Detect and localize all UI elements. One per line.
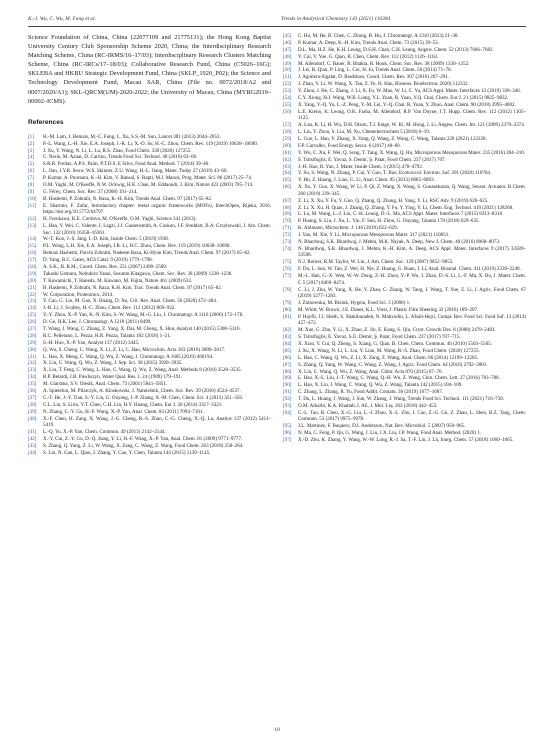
reference-number[interactable]: [87]	[283, 361, 292, 368]
header-rule	[28, 26, 526, 27]
reference-number[interactable]: [60]	[283, 142, 292, 149]
reference-item	[28, 216, 271, 223]
reference-number[interactable]: [56]	[283, 108, 292, 115]
reference-item	[28, 443, 271, 450]
reference-number[interactable]: [79]	[283, 300, 292, 307]
reference-item	[283, 327, 526, 334]
reference-text: D.L. Ma, H.Z. He, K.H. Leung, D.S.H. Chan, C.H. Leung, Angew. Chem. 52 (2013) 7666–7682.	[298, 46, 494, 53]
reference-item	[283, 382, 526, 389]
reference-text: A. S.K., B. R.M., Coord. Chem. Rev. 251 (2007) 2490–2509.	[43, 263, 168, 270]
reference-text: L. Hao, X.-L. Liu, J.-T. Wang, C. Wang, Q.-H. Wu, Z. Wang, Chin. Chem. Lett. 27 (2016) 783–788.	[298, 375, 500, 382]
reference-text: Z. Li, X. Xu, Y. Fu, Y. Guo, Q. Zhang, Q. Zhang, H. Yang, Y. Li, RSC Adv. 9 (2019) 620–625.	[298, 197, 489, 204]
reference-text: Y. Su, S. Wang, N. Zhang, P. Cui, Y. Gao, T. Bao, Ecotoxicol. Environ. Saf. 201 (2020) 110764.	[298, 170, 492, 177]
reference-text: X.-Y. Cui, Z.-Y. Gu, D.-Q. Jiang, Y. Li, H.-F. Wang, X.-P. Yan, Anal. Chem. 81 (2009) 9771–9777.	[43, 435, 243, 442]
reference-text: L. Hao, X. Liu, J. Wang, C. Wang, Q. Wu, Z. Wang, Talanta 142 (2015) 104–109.	[298, 382, 463, 389]
reference-number[interactable]: [39]	[28, 408, 37, 415]
reference-text: J. Aguilera-Sigalat, D. Bradshaw, Coord. Chem. Rev. 307 (2016) 267–291.	[298, 74, 450, 81]
reference-text: H. Furukawa, K.E. Cordova, M. O'Keeffe, O.M. Yaghi, Science 341 (2013).	[43, 216, 197, 223]
reference-item	[283, 225, 526, 232]
reference-text: L. Guo, L. Hao, Y. Zhang, X. Yang, Q. Wang, Z. Wang, C. Wang, Talanta 228 (2021) 122228.	[298, 136, 487, 143]
reference-text: H.-M. Lam, J. Remais, M.-C. Fung, L. Xu, S.S.-M. Sun, Lancet 381 (2013) 2044–2053.	[43, 133, 221, 140]
reference-number[interactable]: [68]	[283, 204, 292, 211]
reference-item	[283, 273, 526, 286]
reference-item	[28, 154, 271, 161]
reference-number[interactable]: [91]	[283, 389, 292, 396]
reference-text: J.L. Martinez, F. Baquero, D.I. Andersson, Nat. Rev. Microbiol. 5 (2007) 958–965.	[298, 423, 466, 430]
reference-item	[283, 184, 526, 197]
reference-number[interactable]: [96]	[283, 430, 292, 437]
page-number: 10	[274, 727, 280, 733]
reference-number[interactable]: [74]	[283, 245, 292, 252]
reference-text: J. Yao, M. Xie, Y. Li, Microporous Mesoporous Mater. 317 (2021) 110831.	[298, 232, 450, 239]
reference-text: L. Han, Y. Wei, C. Valente, I. Lagzi, J.J. Gassensmith, A. Coskun, J.F. Stoddart, B.A. Grzybowski, J. Am. Chem. Soc. 132 (2010) 16358–16361.	[43, 222, 271, 236]
reference-item	[28, 312, 271, 319]
reference-number[interactable]: [2]	[28, 140, 34, 147]
reference-text: X. Xiao, Y. Cui, Q. Zheng, S. Xiang, G. Qian, B. Chen, Chem. Commun. 46 (2010) 5503–5505.	[298, 341, 492, 348]
reference-text: J. Zhao, Y. Li, W. Wang, X. Tan, Z. Ye, H. Han, Biosens. Bioelectron. 2020) 112332.	[298, 81, 469, 88]
reference-text: E. Sharmin, F. Zafar, Introductory chapter: metal organic frameworks (MOFs), IntechOpen, Rijeka, 2016. https://doi.org/10.5772/64797.	[43, 202, 271, 216]
reference-item	[283, 300, 526, 307]
reference-number[interactable]: [61]	[283, 149, 292, 156]
reference-item	[28, 367, 271, 374]
reference-number[interactable]: [66]	[283, 184, 292, 191]
reference-text: J. Lei, R. Qian, P. Ling, L. Cui, H. Ju, Trends Anal. Chem. 58 (2014) 71–78.	[298, 67, 452, 74]
reference-number[interactable]: [62]	[283, 156, 292, 163]
reference-item	[283, 150, 526, 157]
reference-text: X.-F. Chen, H. Zang, X. Wang, J.-G. Cheng, R.-S. Zhao, C.-G. Cheng, X.-Q. Lu, Analyst 137 (2012) 5411–5419.	[43, 415, 271, 429]
reference-text: X. Liu, T. Feng, C. Wang, L. Hao, C. Wang, Q. Wu, Z. Wang, Anal. Methods 8 (2016) 3528–3535.	[43, 367, 242, 374]
reference-item	[283, 362, 526, 369]
reference-number[interactable]: [1]	[28, 133, 34, 140]
reference-text: B. Hashemi, P. Zohrabi, N. Raza, K.-H. Kim, Trends Anal. Chem. 97 (2017) 65–82.	[43, 195, 213, 202]
reference-number[interactable]: [34]	[28, 374, 37, 381]
reference-item	[283, 246, 526, 259]
reference-number[interactable]: [8]	[28, 181, 34, 188]
reference-number[interactable]: [21]	[28, 284, 37, 291]
reference-number[interactable]: [13]	[28, 222, 37, 229]
reference-number[interactable]: [75]	[283, 259, 292, 266]
reference-number[interactable]: [71]	[283, 225, 292, 232]
reference-item	[28, 134, 271, 141]
reference-item	[283, 266, 526, 273]
reference-text: P.-L. Wang, L.-H. Xie, E.A. Joseph, J.-R. Li, X.-O. Su, H.-C. Zhou, Chem. Rev. 119 (2019) 10638–10690.	[43, 140, 259, 147]
reference-text: M. Allendorf, C. Bauer, R. Bhakta, R. Houk, Chem. Soc. Rev. 38 (2009) 1330–1352.	[298, 60, 470, 67]
reference-number[interactable]: [4]	[28, 154, 34, 161]
reference-number[interactable]: [95]	[283, 423, 292, 430]
reference-item	[28, 326, 271, 333]
reference-number[interactable]: [27]	[28, 326, 37, 332]
reference-text: L. Hao, C. Wang, Q. Wu, Z. Li, X. Zang, Z. Wang, Anal. Chem. 86 (2014) 12199–12205.	[298, 354, 479, 361]
reference-text: N.J. Rohrer, R.M. Taylor, W. Lin, J. Am. Chem. Soc. 129 (2007) 9852–9853.	[298, 259, 454, 266]
reference-item	[28, 347, 271, 354]
reference-number[interactable]: [42]	[28, 435, 37, 442]
reference-text: P.L. Wang, L.H. Xie, E.A. Joseph, J.R. Li, H.C. Zhou, Chem. Rev. 119 (2019) 10638–10690.	[43, 243, 231, 250]
reference-number[interactable]: [11]	[28, 202, 37, 209]
reference-item	[283, 33, 526, 40]
reference-item	[28, 175, 271, 182]
reference-item	[283, 389, 526, 396]
reference-item	[28, 257, 271, 264]
reference-item	[28, 402, 271, 409]
reference-text: Behnaz Hashemi, Parvin Zohrabi, Nadeem Raza, Ki-Hyun Kim, Trends Anal. Chem. 97 (2017) 65–82.	[43, 250, 251, 257]
reference-item	[283, 287, 526, 300]
reference-text: S. Zhang, Q. Yang, W. Wang, C. Wang, Z. Wang, J. Agric. Food Chem. 64 (2016) 2792–2801.	[298, 361, 488, 368]
reference-item	[283, 74, 526, 81]
reference-text: A. Spietelun, M. Pilarczyk, A. Kloskowski, J. Namieśnik, Chem. Soc. Rev. 39 (2010) 4524–4537.	[43, 388, 241, 395]
reference-text: N. Zhang, C.-Y. Gu, H.-F. Wang, X.-P. Yan, Anal. Chem. 83 (2011) 7094–7101.	[43, 408, 204, 415]
reference-text: R.C. Pellerano, L. Pezza, H.R. Pezza, Talanta 182 (2018) 1–21.	[43, 332, 171, 339]
reference-text: A. Lan, K. Li, H. Wu, D.H. Olson, T.J. Emge, W. Ki, M. Hong, J. Li, Angew. Chem. Int. 121 (2009) 2370–2374.	[298, 122, 525, 129]
reference-number[interactable]: [50]	[283, 67, 292, 74]
reference-number[interactable]: [40]	[28, 415, 37, 422]
reference-item	[28, 196, 271, 203]
reference-number[interactable]: [83]	[283, 334, 292, 341]
reference-text: F.P. Carvalho, Food Energy Secur. 6 (2017) 48–60.	[298, 142, 401, 149]
reference-item	[28, 264, 271, 271]
reference-item	[28, 182, 271, 189]
reference-item	[28, 450, 271, 457]
reference-text: P. Kumar, A. Pournara, K.-H. Kim, V. Bansal, S. Rapti, M.J. Manos, Prog. Mater. Sci. 86 (2017) 25–74.	[43, 175, 253, 182]
reference-number[interactable]: [7]	[28, 175, 34, 182]
reference-number[interactable]: [65]	[283, 177, 292, 184]
reference-item	[283, 334, 526, 341]
reference-text: Q. Wu, S. Cheng, C. Wang, X. Li, Z. Li, C. Hao, Microchim. Acta 183 (2016) 3009–3017.	[43, 346, 226, 353]
reference-text: B. Hashemi, P. Zohrabi, N. Raza, K.H. Kim, Trac. Trends Anal. Chem. 97 (2017) 65–82.	[43, 284, 223, 291]
reference-text: C. Li, J. Zhu, W. Yang, X. He, Y. Zhao, C. Zhang, W. Tang, J. Wang, T. Yue, Z. Li, J. Agric. Food Chem. 67 (2019) 1277–1283.	[298, 286, 526, 300]
left-column	[28, 33, 271, 457]
reference-list-right	[283, 33, 526, 444]
reference-number[interactable]: [92]	[283, 396, 292, 403]
reference-item	[28, 333, 271, 340]
reference-number[interactable]: [16]	[28, 250, 37, 257]
reference-text: L. Jian, J.Y.R. Seow, W.S. Skinner, Z.U. Wang, H.-L. Jiang, Mater. Today 27 (2019) 43–68.	[43, 168, 228, 175]
reference-number[interactable]: [3]	[28, 147, 34, 154]
reference-item	[283, 341, 526, 348]
reference-number[interactable]: [26]	[28, 319, 37, 326]
reference-text: M. Xue, G. Zhu, Y. Li, X. Zhao, Z. Jin, E. Kang, S. Qiu, Cryst. Growth Des. 8 (2008) 2478–2483.	[298, 327, 496, 334]
reference-item	[28, 388, 271, 395]
reference-number[interactable]: [57]	[283, 122, 292, 129]
reference-text: C.-L. Tao, B. Chen, X.-G. Liu, L.-J. Zhou, X.-L. Zhu, J. Cao, Z.-G. Gu, Z. Zhao, L. Shen, B.Z. Tang, Chem. Commun. 53 (2017) 9975–9978.	[298, 409, 526, 423]
reference-text: S. Tsitsifoglis, E. Yavuz, S. Demir, Ş. Patat, Food Chem. 237 (2017) 707.	[298, 156, 446, 163]
reference-number[interactable]: [17]	[28, 257, 37, 264]
reference-number[interactable]: [70]	[283, 218, 292, 225]
reference-text: Y. Wu, C. Xu, F. Wei, Q. Song, T. Tang, X. Wang, Q. Hu, Microporous Mesoporous Mater. 235 (2016) 204–210.	[298, 149, 526, 156]
reference-item	[283, 157, 526, 164]
reference-item	[283, 109, 526, 122]
reference-text: S. Zhang, Q. Yang, Z. Li, W. Wang, X. Zang, C. Wang, Z. Wang, Food Chem. 263 (2018) 258–264.	[43, 442, 244, 449]
reference-text: N. Bhardwaj, S.K. Bhardwaj, J. Mehta, M.K. Nayak, A. Deep, New J. Chem. 40 (2016) 8068–8073.	[298, 239, 501, 246]
reference-item	[283, 81, 526, 88]
reference-item	[283, 307, 526, 314]
reference-text: L. Liu, Y. Zhou, S. Liu, M. Xu, Chemelectrochem 5 (2018) 6–19.	[298, 129, 431, 136]
reference-number[interactable]: [15]	[28, 243, 37, 250]
reference-item	[28, 374, 271, 381]
reference-item	[283, 314, 526, 327]
reference-text: T. Wang, J. Wang, C. Zhang, Z. Yang, X. Dai, M. Cheng, X. Hou, Analyst 140 (2015) 5308–5316.	[43, 326, 241, 332]
reference-number[interactable]: [35]	[28, 381, 37, 388]
reference-text: Y. Zhou, J. He, C. Zhang, J. Li, X. Fu, W. Mao, W. Li, C. Yu, ACS Appl. Mater. Interfaces 12 (2019) 338–346.	[298, 88, 522, 95]
reference-text: C. Hu, M. He, B. Chen, C. Zhong, B. Hu, J. Chromatogr. A 1310 (2013) 21–30.	[298, 33, 459, 39]
reference-text: X.-D. Zhu, K. Zhang, Y. Wang, W.-W. Long, R.-J. Sa, T.-F. Liu, J. Lü, Inorg. Chem. 57 (2018) 1060–1065.	[298, 437, 514, 444]
reference-number[interactable]: [84]	[283, 341, 292, 348]
reference-text: N. Ma, C. Feng, P. Qu, G. Wang, J. Liu, J.X. Liu, J.P. Wang, Food Anal. Method. (2020) 1.	[298, 430, 482, 437]
reference-text: S.R.R. Freitas, A.P.S. Paim, P.T.D.S. E Silva, Food Anal. Method. 7 (2014) 39–46.	[43, 161, 210, 168]
reference-text: X. Liu, C. Wang, Q. Wu, Z. Wang, Anal. Chim. Acta 870 (2015) 67–76.	[298, 368, 443, 375]
reference-number[interactable]: [5]	[28, 161, 34, 168]
reference-number[interactable]: [14]	[28, 236, 37, 243]
reference-item	[283, 177, 526, 184]
reference-item	[28, 381, 271, 388]
reference-text: F. Du, L. Sun, W. Tan, Z. Wei, H. Nie, Z. Huang, G. Ruan, J. Li, Anal. Bioanal. Chem. 411 (2019) 2239–2248.	[298, 266, 521, 273]
reference-number[interactable]: [25]	[28, 312, 37, 319]
reference-number[interactable]: [86]	[283, 354, 292, 361]
reference-text: L.-Q. Yu, X.-P. Yan, Chem. Commun. 49 (2013) 2142–2144.	[43, 429, 166, 436]
reference-text: L. Lu, M. Wang, L.-J. Liu, C.-H. Leung, D.-L. Ma, ACS Appl. Mater. Interfaces 7 (2015) 8313–8318.	[298, 211, 504, 218]
reference-text: P. Kumar, A. Deep, K.-H. Kim, Trends Anal. Chem. 73 (2015) 39–53.	[298, 39, 439, 46]
reference-number[interactable]: [69]	[283, 211, 292, 218]
reference-number[interactable]: [19]	[28, 270, 37, 277]
reference-number[interactable]: [37]	[28, 394, 37, 401]
reference-item	[28, 189, 271, 196]
reference-number[interactable]: [55]	[283, 101, 292, 108]
reference-item	[283, 348, 526, 355]
reference-number[interactable]: [47]	[283, 46, 292, 53]
reference-text: S. Tsitsifoglis, E. Yavuz, S.Ü. Demir, Ş. Patat, Food Chem. 237 (2017) 707–715.	[298, 334, 461, 341]
reference-text: R.P. Belardi, J.B. Pawliszyn, Water Qual. Res. J. 24 (1989) 179–191.	[43, 374, 183, 381]
reference-item	[283, 102, 526, 109]
reference-item	[28, 168, 271, 175]
reference-number[interactable]: [29]	[28, 339, 37, 346]
reference-text: G. Férey, Chem. Soc. Rev. 37 (2008) 191–214.	[43, 188, 138, 195]
reference-number[interactable]: [52]	[283, 81, 292, 88]
running-header-authors: K.-J. Wu, C. Wu, M. Fang et al.	[28, 16, 96, 22]
reference-number[interactable]: [10]	[28, 195, 37, 202]
reference-item	[283, 40, 526, 47]
reference-number[interactable]: [28]	[28, 332, 37, 339]
reference-number[interactable]: [33]	[28, 367, 37, 374]
reference-number[interactable]: [20]	[28, 277, 37, 284]
reference-text: W.-T. Koo, J.-S. Jang, I.-D. Kim, Inside Chem. 5 (2019) 1938.	[43, 236, 170, 243]
reference-text: T. Kawamichi, T. Haneda, M. Kawano, M. Fujita, Nature 461 (2009) 633.	[43, 277, 193, 284]
reference-number[interactable]: [93]	[283, 403, 292, 410]
reference-number[interactable]: [88]	[283, 368, 292, 375]
reference-item	[283, 88, 526, 95]
reference-text: N. Bhardwaj, S.K. Bhardwaj, J. Mehta, K.-H. Kim, A. Deep, ACS Appl. Mater. Interfaces 9 (2017) 33589–33598.	[298, 245, 526, 259]
reference-text: C.L. Lin, S. Lirio, Y.T. Chen, C.H. Lin, H.Y. Huang, Chem. Eur J. 20 (2014) 3317–3321.	[43, 401, 223, 408]
reference-number[interactable]: [9]	[28, 188, 34, 195]
reference-text: C.Y. Xiong, H.J. Wang, W.B. Liang, Y.L. Yuan, R. Yuan, Y.Q. Chai, Chem. Eur J. 21 (2015) 9825–9832.	[298, 95, 509, 102]
reference-text: Z. Li, X. Xu, H. Quan, J. Zhang, Q. Zhang, Y. Fu, Y. Ying, Y. Li, Chem. Eng. Technol. 410 (2021) 128268.	[298, 204, 514, 211]
reference-text: Y.-Y. Zhou, X.-P. Yan, K.-N. Kim, S.-W. Wang, M.-G. Liu, J. Chromatogr. A 1116 (2006) 172–178.	[43, 312, 244, 319]
reference-item	[283, 430, 526, 437]
reference-number[interactable]: [44]	[28, 449, 37, 456]
reference-text: J. Xu, X. Wang, N. Li, L. Liu, Y. Lian, M. Wang, R.-S. Zhao, Food Chem. (2020) 127255.	[298, 347, 480, 354]
reference-number[interactable]: [64]	[283, 170, 292, 177]
reference-item	[283, 218, 526, 225]
reference-number[interactable]: [67]	[283, 197, 292, 204]
reference-text: S. Lin, N. Gan, L. Qiao, J. Zhang, Y. Cao, Y. Chen, Talanta 144 (2015) 1139–1145.	[43, 449, 211, 456]
reference-number[interactable]: [49]	[283, 60, 292, 67]
reference-number[interactable]: [48]	[283, 53, 292, 60]
reference-text: M. Whitt, W. Brown, J.E. Danes, K.L. Vorst, J. Plastic Film Sheeting 32 (2016) 189–207.	[298, 306, 479, 313]
reference-text: P. Huang, S. Liu, J. Xu, L. Yin, F. Sun, H. Zhou, G. Ouyang, Talanta 178 (2018) 629–635.	[298, 218, 480, 225]
reference-number[interactable]: [82]	[283, 327, 292, 334]
reference-number[interactable]: [97]	[283, 437, 292, 444]
reference-number[interactable]: [45]	[283, 33, 292, 39]
reference-text: Y. Cao, G. Liu, M. Gao, X. Huang, D. Xu, Crit. Rev. Anal. Chem. 50 (2020) 472–484.	[43, 298, 218, 305]
reference-list-left	[28, 134, 271, 456]
reference-text: Y. Hu, Z. Huang, J. Liao, G. Li, Anal. Chem. 85 (2013) 6885–6893.	[298, 177, 435, 184]
reference-item	[28, 243, 271, 250]
reference-number[interactable]: [36]	[28, 388, 37, 395]
reference-text: C.-T. He, J.-Y. Tian, S.-Y. Liu, G. Ouyang, J.-P. Zhang, X.-M. Chen, Chem. Sci. 4 (2013) 351–356.	[43, 394, 244, 401]
reference-item	[28, 429, 271, 436]
reference-number[interactable]: [22]	[28, 291, 37, 298]
reference-item	[283, 403, 526, 410]
reference-number[interactable]: [38]	[28, 401, 37, 408]
reference-text: K. Ahlmann, Microchem. J. 146 (2019) 622–629.	[298, 225, 398, 232]
reference-item	[283, 239, 526, 246]
reference-item	[28, 203, 271, 216]
reference-item	[283, 259, 526, 266]
references-heading: References	[28, 118, 64, 126]
reference-item	[28, 250, 271, 257]
acknowledgement-paragraph: Science Foundation of China, China (22077109 and 21775131); the Hong Kong Baptist University Century Club Sponsorship Scheme 2020, China; the Interdisciplinary Research Matching Scheme, China (RC-IRMS/16–17/03); Interdisciplinary Research Clusters Matching Scheme, China (RC-IRCs/17–18/03); Collaborative Research Fund, China (C5026–16G); SKLEBA and HKBU Strategic Development Fund, China (SKLP_1920_P02); the Science and Technology Development Fund, Macau SAR, China (File no. 0072/2018/A2 and 0007/2020/A1); SKL-QRCM(UM)-2020-2022; the University of Macau, China (MYRG2019–00002–ICMS).	[28, 34, 271, 105]
reference-text: M. Giardina, S.V. Olesik, Anal. Chem. 73 (2001) 5841–5851.	[43, 381, 168, 388]
reference-text: X. Yang, Y.-Q. Yu, L.-Z. Peng, Y.-M. Lei, Y.-Q. Chai, R. Yuan, Y. Zhuo, Anal. Chem. 90 (2018) 3995–4002.	[298, 101, 516, 108]
reference-number[interactable]: [77]	[283, 273, 292, 280]
reference-number[interactable]: [31]	[28, 353, 37, 360]
reference-text: L.E. Kreno, K. Leong, O.K. Farha, M. Allendorf, R.P. Van Duyne, J.T. Hupp, Chem. Rev. 112 (2012) 1105–1125.	[298, 108, 526, 122]
reference-text: J.-R. Li, J. Sculley, H.-C. Zhou, Chem. Rev. 112 (2012) 869–932.	[43, 305, 176, 312]
reference-text: J.-H. Hao, R. Yan, J. Maier, Inside Chem. 3 (2015) 478–4792.	[298, 163, 424, 170]
reference-number[interactable]: [85]	[283, 347, 292, 354]
reference-number[interactable]: [73]	[283, 239, 292, 246]
reference-item	[283, 95, 526, 102]
reference-number[interactable]: [78]	[283, 286, 292, 293]
reference-item	[28, 161, 271, 168]
right-column	[283, 33, 526, 444]
reference-item	[283, 129, 526, 136]
reference-item	[283, 396, 526, 403]
reference-number[interactable]: [32]	[28, 360, 37, 367]
reference-text: S.-H. Huo, X.-P. Yan, Analyst 137 (2012) 3445.	[43, 339, 140, 346]
reference-text: D. Yang, B.C. Gates, ACS Catal. 9 (2019) 1779–1798.	[43, 257, 153, 264]
reference-number[interactable]: [23]	[28, 298, 37, 305]
reference-number[interactable]: [46]	[283, 39, 292, 46]
reference-text: Y. Cui, Y. Yue, G. Qian, B. Chen, Chem. Rev. 112 (2012) 1126–1162.	[298, 53, 439, 60]
reference-item	[283, 410, 526, 423]
reference-item	[28, 141, 271, 148]
reference-number[interactable]: [59]	[283, 136, 292, 143]
reference-item	[283, 122, 526, 129]
reference-item	[28, 236, 271, 243]
reference-item	[28, 223, 271, 236]
reference-item	[28, 319, 271, 326]
reference-item	[283, 54, 526, 61]
reference-text: D. Ge, H.K. Lee, J. Chromatogr. A 1218 (2011) 8490.	[43, 319, 152, 326]
reference-item	[28, 409, 271, 416]
reference-text: Takashi Uemura, Nobuhiro Yanai, Susumu Kitagawa, Chem. Soc. Rev. 38 (2009) 1228–1236.	[43, 270, 233, 277]
reference-number[interactable]: [94]	[283, 409, 292, 416]
reference-text: M.-L. Han, G.-X. Wen, W.-W. Dong, Z.-H. Zhou, Y.-P. Wu, J. Zhao, D.-S. Li, L.-F. Ma, X. Bu, J. Mater. Chem. C 5 (2017) 8469–8474.	[298, 273, 526, 286]
reference-item	[283, 143, 526, 150]
reference-number[interactable]: [58]	[283, 129, 292, 136]
reference-text: C. Zhang, L. Zhang, R. Yu, Food Addit. Contam. 36 (2019) 1677–1687.	[298, 389, 444, 396]
reference-item	[283, 47, 526, 54]
reference-number[interactable]: [54]	[283, 95, 292, 102]
reference-item	[28, 395, 271, 402]
reference-text: L. Hao, X. Meng, C. Wang, Q. Wu, Z. Wang, J. Chromatogr. A 1605 (2019) 460194.	[43, 353, 214, 360]
reference-item	[28, 278, 271, 285]
reference-item	[283, 232, 526, 239]
reference-item	[283, 198, 526, 205]
reference-number[interactable]: [63]	[283, 163, 292, 170]
reference-number[interactable]: [43]	[28, 442, 37, 449]
reference-number[interactable]: [51]	[283, 74, 292, 81]
reference-item	[283, 136, 526, 143]
reference-item	[283, 355, 526, 362]
reference-item	[283, 437, 526, 444]
reference-text: O.M. Alharbi, K.A. Khattab, I. Ali, J. Mol. Liq. 263 (2018) 442–453.	[298, 403, 438, 410]
reference-text: J. Xu, Y. Wang, N. Li, L. Lu, R.S. Zhao, Food Chem. 330 (2020) 127255.	[43, 147, 192, 154]
reference-item	[28, 285, 271, 292]
reference-text: O.M. Yaghi, M. O'Keeffe, N.W. Ockwig, H.K. Chae, M. Eddaoudi, J. Kim, Nature 423 (2003) 705–714.	[43, 181, 254, 188]
reference-number[interactable]: [12]	[28, 216, 37, 223]
reference-text: X. Xu, Y. Guo, X. Wang, W. Li, P. Qi, Z. Wang, X. Wang, S. Gunasekaran, Q. Wang, Sensor. Actuator. B Chem. 260 (2018) 339–345.	[298, 184, 526, 197]
reference-text: T. Du, L. Huang, J. Wang, J. Sun, W. Zhang, J. Wang, Trends Food Sci. Technol. 111 (2021) 716–730.	[298, 396, 504, 403]
reference-item	[28, 305, 271, 312]
reference-item	[28, 416, 271, 429]
reference-item	[28, 436, 271, 443]
reference-text: C. Nerin, M. Aznar, D. Carrizo, Trends Food Sci. Technol. 48 (2016) 63–68.	[43, 154, 198, 161]
reference-number[interactable]: [89]	[283, 375, 292, 382]
reference-number[interactable]: [41]	[28, 429, 37, 436]
reference-text: J. Zolnowska, M. Biziuk, Hygeia, Food Sci. 3 (2008) 1.	[298, 300, 411, 307]
reference-item	[283, 423, 526, 430]
reference-number[interactable]: [81]	[283, 313, 292, 320]
reference-number[interactable]: [24]	[28, 305, 37, 312]
reference-number[interactable]: [6]	[28, 168, 34, 175]
running-header-journal: Trends in Analytical Chemistry 143 (2021) 116384	[281, 16, 391, 22]
reference-item	[28, 340, 271, 347]
reference-text: W. Corporation, Proteomics, 2014.	[43, 291, 114, 298]
reference-item	[28, 271, 271, 278]
reference-number[interactable]: [80]	[283, 306, 292, 313]
reference-number[interactable]: [72]	[283, 232, 292, 239]
reference-number[interactable]: [76]	[283, 266, 292, 273]
reference-number[interactable]: [18]	[28, 263, 37, 270]
reference-number[interactable]: [53]	[283, 88, 292, 95]
reference-text: P. Hayfli, J.J. Sheth, S. Shakibaradeh, N. Mahyudin, L. Afsah-Hejri, Compr. Rev. Food Sci. Food Saf. 13 (2014) 457–472.	[298, 313, 526, 327]
reference-number[interactable]: [90]	[283, 382, 292, 389]
reference-number[interactable]: [30]	[28, 346, 37, 353]
reference-text: X. Liu, C. Wang, Q. Wu, Z. Wang, J. Sep. Sci. 38 (2015) 3928–3935.	[43, 360, 183, 367]
reference-item	[28, 298, 271, 305]
